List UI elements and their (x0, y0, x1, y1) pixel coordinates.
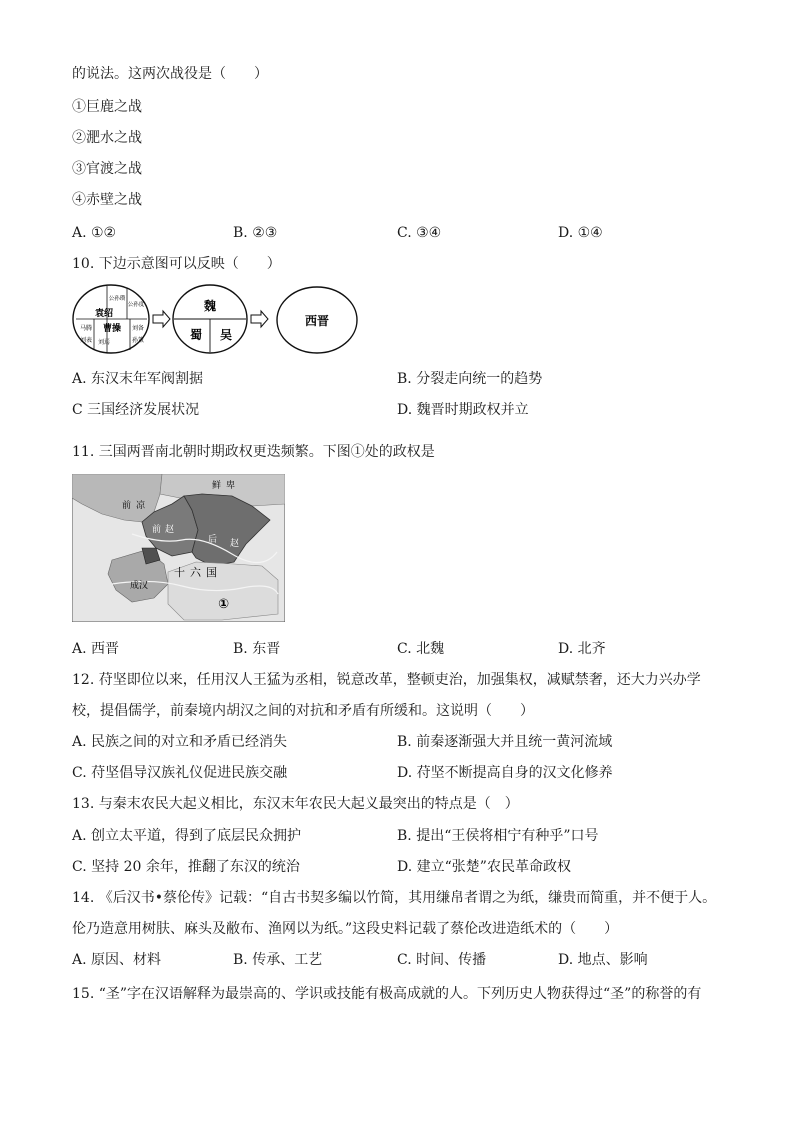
q13-stem: 13. 与秦末农民大起义相比，东汉末年农民大起义最突出的特点是（ ） (72, 796, 519, 812)
q9-item-4: ④赤壁之战 (72, 192, 142, 208)
diagram-label-gongsunzan: 公孙瓒 (108, 296, 126, 302)
q10-option-b[interactable]: B. 分裂走向统一的趋势 (397, 371, 543, 387)
q9-stem-tail: 的说法。这两次战役是（ ） (72, 66, 268, 82)
q14-option-a[interactable]: A. 原因、材料 (72, 952, 162, 968)
q12-stem-line-2: 校，提倡儒学，前秦境内胡汉之间的对抗和矛盾有所缓和。这说明（ ） (72, 703, 534, 719)
map-label-liang: 凉 (136, 501, 146, 511)
diagram-label-shu: 蜀 (189, 328, 203, 342)
diagram-label-wu: 吴 (219, 328, 233, 342)
q13-option-a[interactable]: A. 创立太平道，得到了底层民众拥护 (72, 828, 302, 844)
q15-stem-line-1: 15. “圣”字在汉语解释为最崇高的、学识或技能有极高成就的人。下列历史人物获得过“圣”的称誉的有 (72, 986, 702, 1002)
diagram-label-caocao: 曹操 (102, 324, 122, 334)
arrow-right-icon (153, 311, 170, 327)
diagram-label-gongsundu: 公孙度 (127, 302, 145, 308)
q11-option-d[interactable]: D. 北齐 (558, 641, 606, 657)
diagram-label-liubiao: 刘表 (79, 337, 93, 344)
q9-option-d[interactable]: D. ①④ (558, 225, 603, 241)
q9-item-1: ①巨鹿之战 (72, 99, 142, 115)
map-label-chenghan: 成汉 (130, 581, 149, 591)
map-label-shi: 十 (174, 566, 185, 579)
q10-option-c[interactable]: C 三国经济发展状况 (72, 402, 200, 418)
q12-option-d[interactable]: D. 苻坚不断提高自身的汉文化修养 (397, 765, 613, 781)
diagram-label-sunce: 孙策 (131, 337, 145, 344)
q10-stem: 10. 下边示意图可以反映（ ） (72, 256, 281, 272)
diagram-label-wei: 魏 (203, 299, 217, 313)
q11-option-b[interactable]: B. 东晋 (233, 641, 281, 657)
diagram-label-mateng: 马腾 (79, 325, 93, 332)
q10-diagram (72, 284, 362, 356)
diagram-label-yuanshao: 袁绍 (94, 309, 114, 319)
arrow-right-icon (251, 311, 268, 327)
q14-option-b[interactable]: B. 传承、工艺 (233, 952, 323, 968)
q12-stem-line-1: 12. 苻坚即位以来，任用汉人王猛为丞相，锐意改革，整顿吏治，加强集权，减赋禁奢，还大力兴办学 (72, 672, 701, 688)
map-label-bei: 卑 (226, 481, 236, 491)
q11-option-a[interactable]: A. 西晋 (72, 641, 120, 657)
q13-option-d[interactable]: D. 建立“张楚”农民革命政权 (397, 859, 571, 875)
map-label-xian: 鲜 (212, 481, 222, 491)
q9-option-c[interactable]: C. ③④ (397, 225, 442, 241)
q11-option-c[interactable]: C. 北魏 (397, 641, 445, 657)
map-label-hou-zhao-2: 赵 (230, 539, 240, 549)
q11-map (72, 474, 285, 622)
q12-option-b[interactable]: B. 前秦逐渐强大并且统一黄河流域 (397, 734, 613, 750)
q10-option-a[interactable]: A. 东汉末年军阀割据 (72, 371, 204, 387)
diagram-label-liuyan: 刘焉 (97, 339, 111, 346)
q13-option-b[interactable]: B. 提出“王侯将相宁有种乎”口号 (397, 828, 599, 844)
q9-item-2: ②淝水之战 (72, 130, 142, 146)
q13-option-c[interactable]: C. 坚持 20 余年，推翻了东汉的统治 (72, 859, 300, 875)
map-label-liu: 六 (190, 566, 201, 579)
q9-option-b[interactable]: B. ②③ (233, 225, 278, 241)
map-label-qian: 前 (122, 501, 132, 511)
map-label-guo: 国 (206, 566, 217, 579)
diagram-label-xijin: 西晋 (304, 314, 330, 328)
q14-stem-line-1: 14. 《后汉书•蔡伦传》记载：“自古书契多编以竹简，其用缣帛者谓之为纸，缣贵而简重，并不便于人。 (72, 890, 717, 906)
q14-option-d[interactable]: D. 地点、影响 (558, 952, 648, 968)
q9-item-3: ③官渡之战 (72, 161, 142, 177)
q14-option-c[interactable]: C. 时间、传播 (397, 952, 487, 968)
q10-option-d[interactable]: D. 魏晋时期政权并立 (397, 402, 529, 418)
q12-option-c[interactable]: C. 苻坚倡导汉族礼仪促进民族交融 (72, 765, 288, 781)
map-label-hou-zhao-1: 后 (208, 535, 218, 545)
q12-option-a[interactable]: A. 民族之间的对立和矛盾已经消失 (72, 734, 288, 750)
q14-stem-line-2: 伦乃造意用树肤、麻头及敝布、渔网以为纸。”这段史料记载了蔡伦改进造纸术的（ ） (72, 921, 619, 937)
q9-option-a[interactable]: A. ①② (72, 225, 117, 241)
map-label-region-1: ① (218, 597, 230, 612)
map-label-qian-zhao-2: 赵 (165, 525, 175, 535)
diagram-label-liubei: 刘备 (131, 325, 145, 332)
q11-stem: 11. 三国两晋南北朝时期政权更迭频繁。下图①处的政权是 (72, 444, 435, 460)
map-label-qian-zhao-1: 前 (152, 525, 162, 535)
